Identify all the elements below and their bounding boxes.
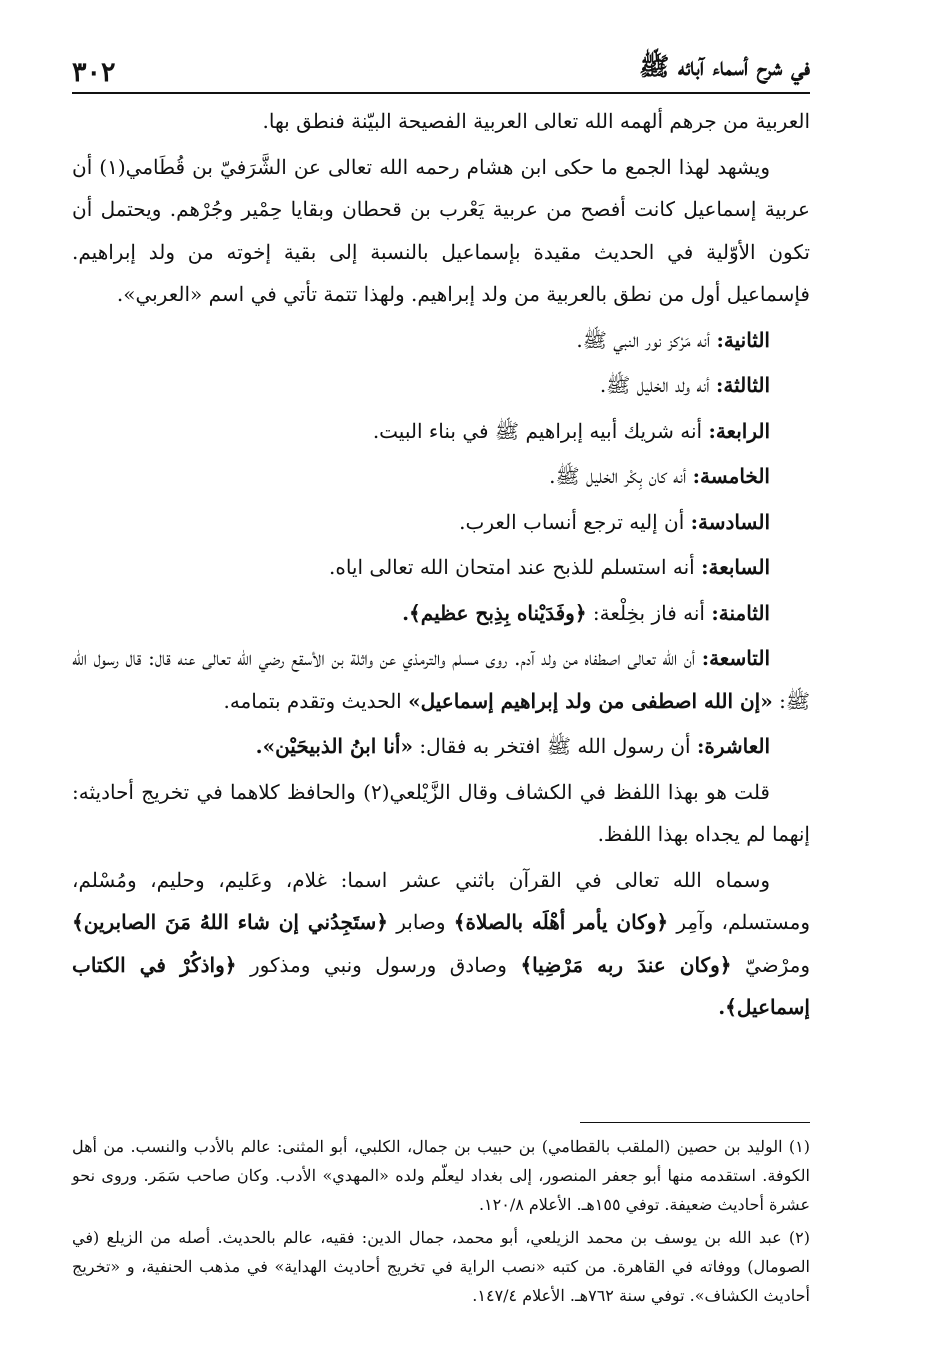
list-item xyxy=(72,319,810,362)
footnotes xyxy=(72,1132,810,1314)
list-item xyxy=(72,546,810,589)
item-label: الثانية: xyxy=(716,327,770,352)
item-text: أن رسول الله ﷺ افتخر به فقال: xyxy=(419,734,691,758)
page-number: ٣٠٢ xyxy=(72,57,116,88)
ninth-item xyxy=(72,637,810,722)
item-label: السابعة: xyxy=(701,555,770,579)
names-text: وسماه الله تعالى في القرآن باثني عشر اسما: غلام، وعَليم، وحليم، ومُسْلم، ومستسلم، وآمِر xyxy=(72,867,810,934)
quran-quote: ﴿وكان يأمر أهْلَه بالصلاة﴾ xyxy=(453,910,669,934)
footnote-2: (٢) عبد الله بن يوسف بن محمد الزيلعي، أبو محمد، جمال الدين: فقيه، عالم بالحديث. أصله من الزيلع (في الصومال) ووفاته في القاهرة. من كتبه «نصب الراية في تخريج أحاديث الهداية» في مذهب الحنفية، و «تخريج أحاديث الكشاف». توفي سنة ٧٦٢هـ. الأعلام ١٤٧/٤. xyxy=(72,1228,810,1305)
item-text: أن إليه ترجع أنساب العرب. xyxy=(459,509,685,534)
item-label: التاسعة: xyxy=(701,646,770,670)
item-label: الرابعة: xyxy=(708,418,770,443)
names-text: وصادق ورسول ونبي ومذكور xyxy=(250,952,507,977)
list-item xyxy=(72,410,810,453)
item-label: السادسة: xyxy=(690,509,770,534)
paragraph-2: ويشهد لهذا الجمع ما حكى ابن هشام رحمه الله تعالى عن الشَّرَفيّ بن قُطَامي(١) أن عربية إسماعيل كانت أفصح من عربية يَعْرب بن قحطان وبقايا حِمْير وجُرْهم. ويحتمل أن تكون الأوّلية في الحديث مقيدة بإسماعيل بالنسبة إلى بقية إخوته من ولد إبراهيم. فإسماعيل أول من نطق بالعربية من ولد إبراهيم. ولهذا تتمة تأتي في اسم «العربي». xyxy=(72,154,810,306)
names-text: ومرْضيّ xyxy=(744,952,811,977)
paragraph-1: العربية من جرهم ألهمه الله تعالى العربية الفصيحة البيّنة فنطق بها. xyxy=(262,109,810,133)
item-label: الخامسة: xyxy=(692,464,770,488)
item-text: أنه استسلم للذبح عند امتحان الله تعالى اياه. xyxy=(328,555,695,579)
main-text xyxy=(72,100,810,1032)
page-header xyxy=(72,48,810,88)
item-label: الثامنة: xyxy=(711,600,770,625)
hadith-quote: «إن الله اصطفى من ولد إبراهيم إسماعيل» xyxy=(408,688,773,713)
hadith-quote: «أنا ابنُ الذبيحَيْن». xyxy=(255,734,413,758)
item-text: أن الله تعالى اصطفاه من ولد آدم. روى مسلم والترمذي عن واثلة بن الأسقع رضي الله تعالى عنه قال: قال رسول الله ﷺ: xyxy=(72,646,810,713)
quran-quote: ﴿واذكُرْ في الكتاب إسماعيل﴾. xyxy=(72,952,810,1019)
list-item xyxy=(72,364,810,407)
footnote-1: (١) الوليد بن حصين (الملقب بالقطامي) بن حبيب بن جمال، الكلبي، أبو المثنى: عالم بالأدب والنسب. من أهل الكوفة. استقدمه منها أبو جعفر المنصور، إلى بغداد ليعلّم ولده «المهدي» الأدب. وكان صاحب سَمَر. وروى نحو عشرة أحاديث ضعيفة. توفي ١٥٥هـ. الأعلام ١٢٠/٨. xyxy=(72,1137,810,1214)
item-text: أنه شريك أبيه إبراهيم ﷺ في بناء البيت. xyxy=(372,418,703,443)
list-item xyxy=(72,455,810,498)
names-text: وصابر xyxy=(396,910,446,934)
item-label: الثالثة: xyxy=(715,373,770,397)
tenth-item xyxy=(72,725,810,768)
item-text: أنه كان بِكْر الخليل ﷺ. xyxy=(549,464,687,488)
footnote-separator xyxy=(580,1122,810,1123)
quran-quote: ﴿وفَدَيْناه بِذِبح عظيم﴾. xyxy=(402,600,587,625)
item-text: أنه مَرْكز نور النبي ﷺ. xyxy=(576,327,711,352)
paragraph-qult: قلت هو بهذا اللفظ في الكشاف وقال الزَّيْلعي(٢) والحافظ كلاهما في تخريج أحاديثه: إنهما لم يجداه بهذا اللفظ. xyxy=(72,779,810,846)
quran-quote: ﴿ستَجِدُني إن شاء اللهُ مَنَ الصابرين﴾ xyxy=(72,910,388,934)
quran-quote: ﴿وكان عندَ ربه مَرْضِيا﴾ xyxy=(520,952,732,977)
list-item xyxy=(72,501,810,544)
paragraph-names xyxy=(72,859,810,1029)
item-tail: الحديث وتقدم بتمامه. xyxy=(223,688,402,713)
running-title: في شرح أسماء آبائه ﷺ xyxy=(639,52,810,81)
item-text: أنه فاز بخِلْعة: xyxy=(592,600,705,625)
item-text: أنه ولد الخليل ﷺ. xyxy=(599,373,710,397)
item-label: العاشرة: xyxy=(696,734,770,758)
header-rule xyxy=(72,92,810,94)
eighth-item xyxy=(72,592,810,635)
